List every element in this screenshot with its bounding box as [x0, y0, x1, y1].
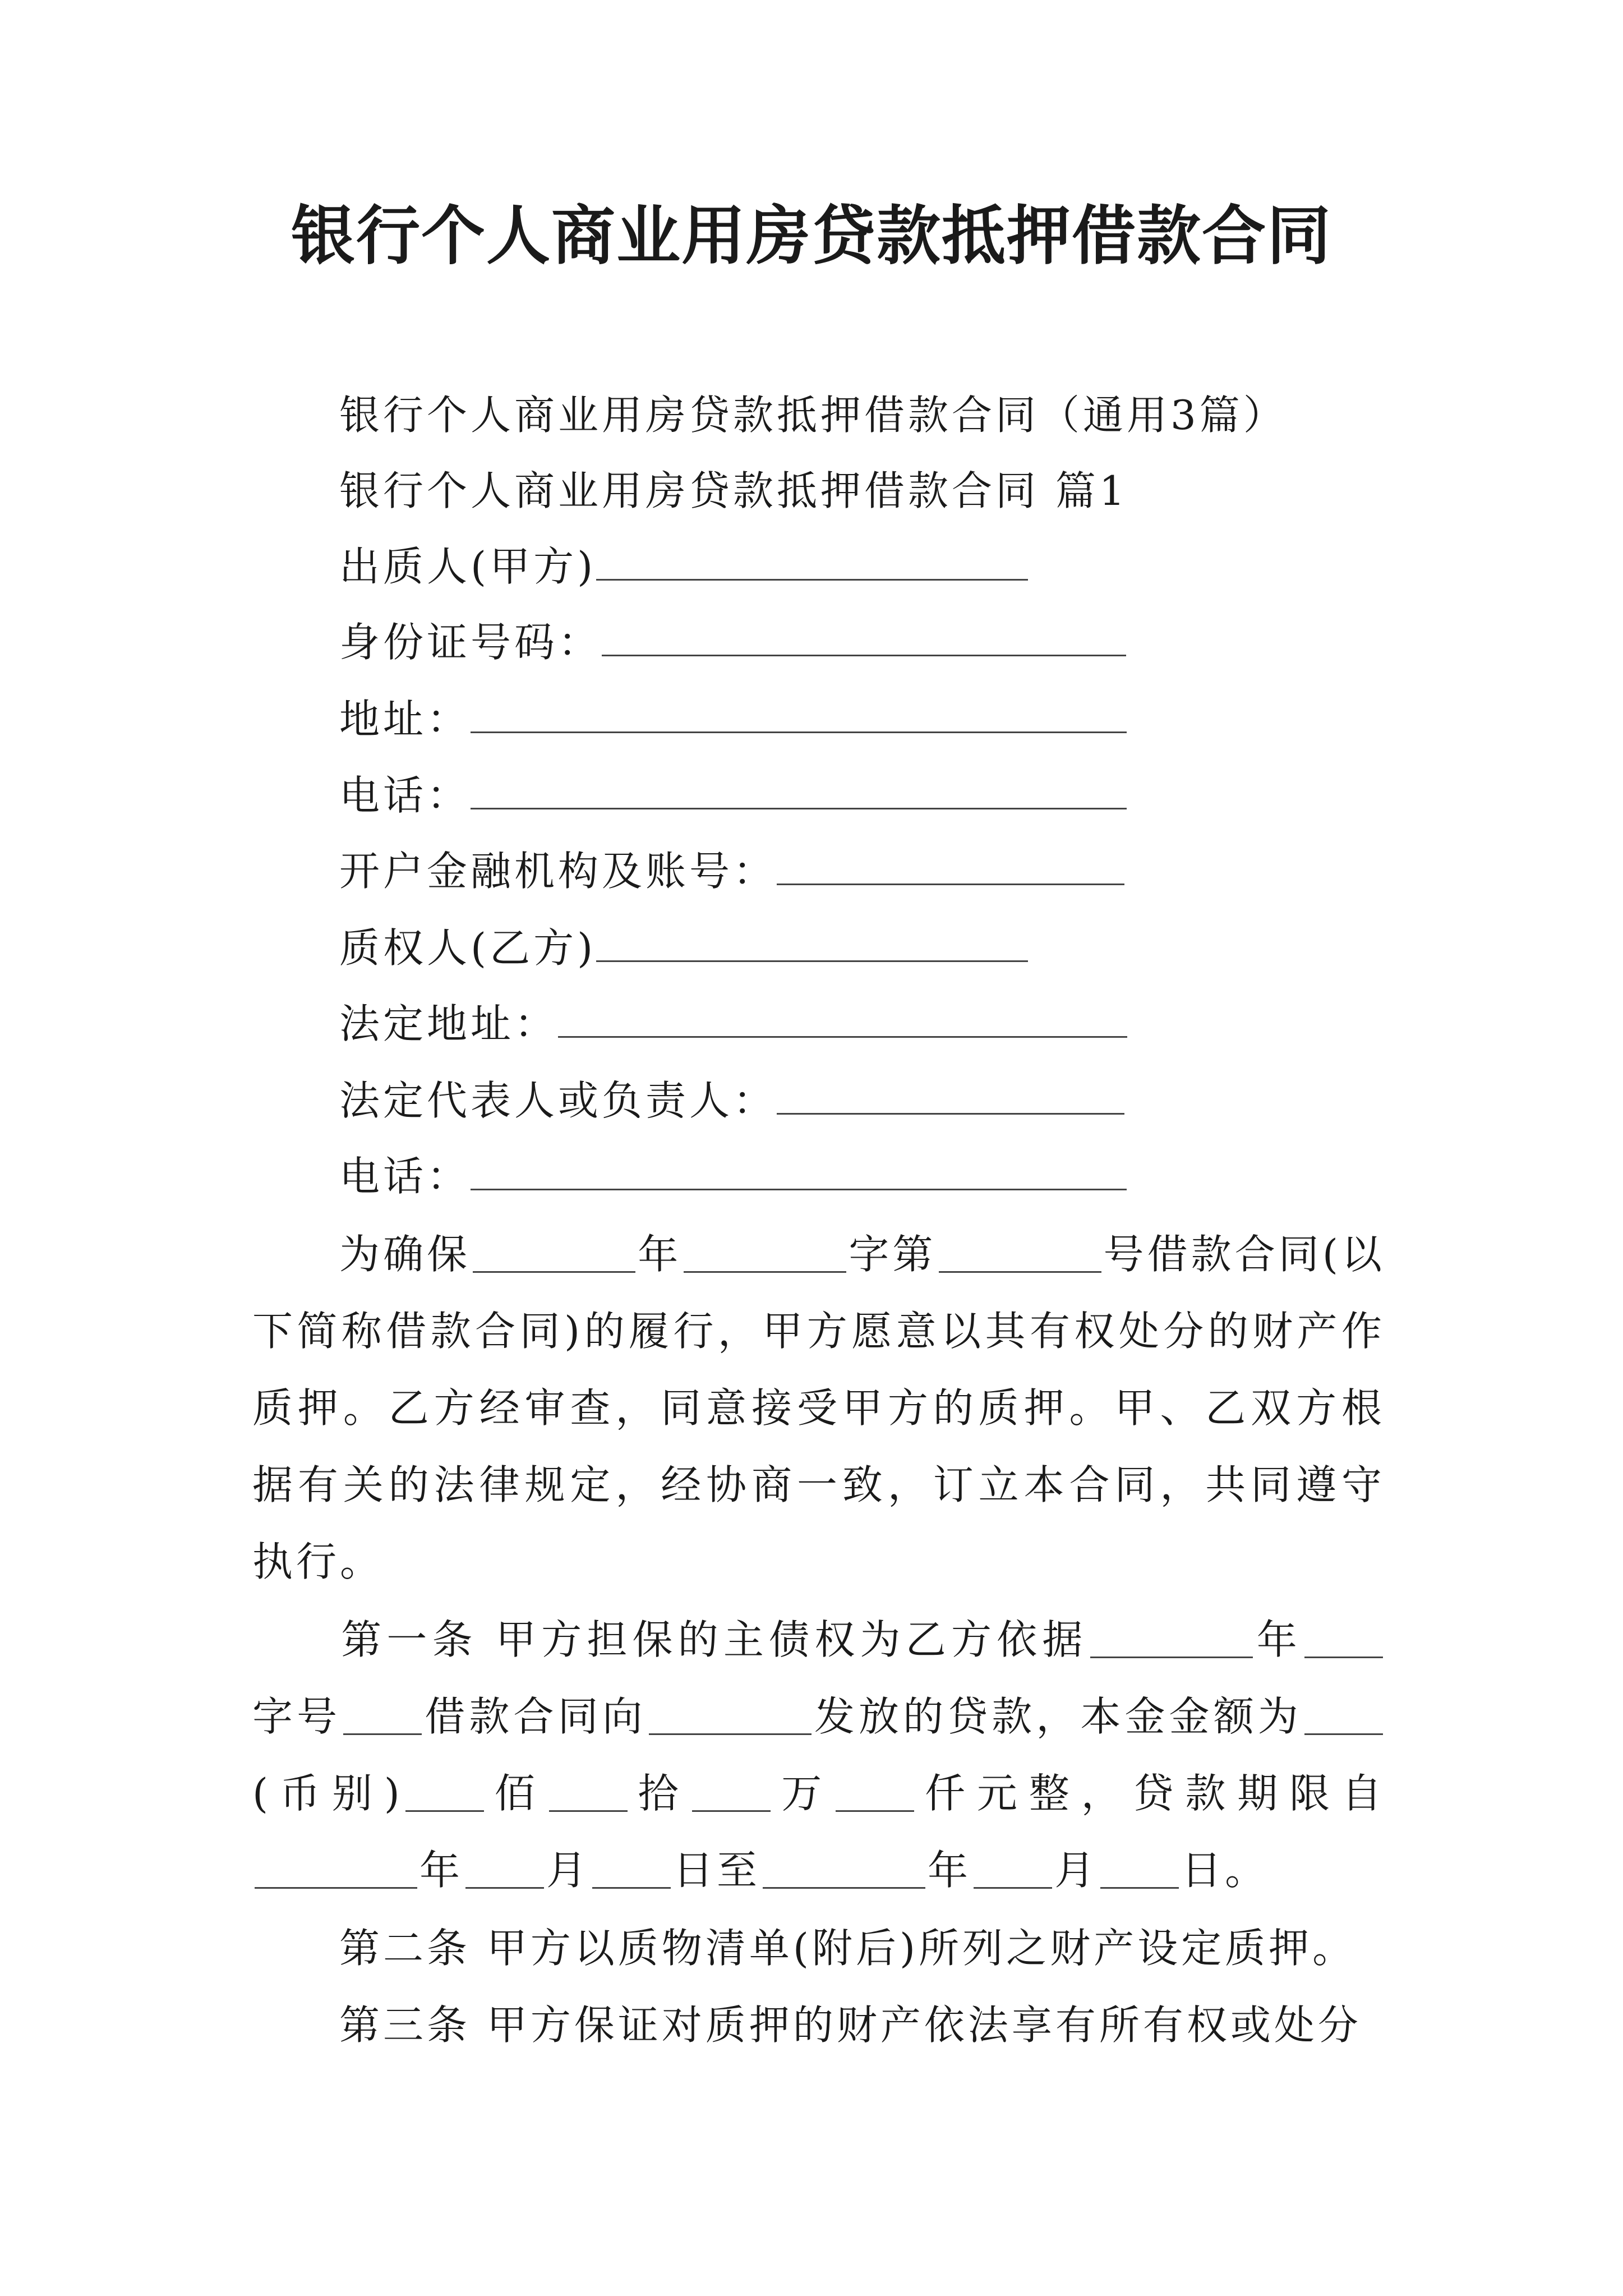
article-1: 第一条 甲方担保的主债权为乙方依据 年字号 借款合同向 发放的贷款，本金金额为(币别) 佰 拾 万 仟元整，贷款期限自年 月 日至 年 月 日。	[252, 1616, 1385, 1894]
field-legal-address	[339, 996, 1127, 1052]
field-pledgor	[339, 539, 1028, 595]
fill-blank	[602, 614, 1126, 656]
fill-blank	[549, 1771, 628, 1812]
fill-blank	[777, 1073, 1124, 1115]
fill-blank	[343, 1694, 422, 1735]
fill-blank	[1304, 1617, 1383, 1658]
fill-blank	[558, 996, 1127, 1038]
fill-blank	[939, 1232, 1101, 1273]
fill-blank	[836, 1771, 914, 1812]
fill-blank	[465, 1848, 544, 1889]
field-label: 法定代表人或负责人：	[339, 1077, 777, 1124]
document-title: 银行个人商业用房贷款抵押借款合同	[291, 198, 1332, 273]
fill-blank	[405, 1771, 484, 1812]
fill-blank	[596, 920, 1028, 962]
fill-blank	[974, 1848, 1052, 1889]
fill-blank	[471, 691, 1127, 733]
fill-blank	[763, 1848, 925, 1889]
field-label: 开户金融机构及账号：	[339, 848, 777, 895]
field-label: 质权人(乙方)	[339, 924, 597, 972]
field-id-number	[339, 614, 1126, 670]
field-bank-account	[339, 843, 1124, 899]
fill-blank	[684, 1232, 846, 1273]
fill-blank	[471, 767, 1127, 809]
field-pledgee	[339, 920, 1028, 976]
field-label: 电话：	[339, 1153, 471, 1200]
fill-blank	[777, 843, 1124, 885]
article-3: 第三条 甲方保证对质押的财产依法享有所有权或处分	[339, 2001, 1362, 2049]
fill-blank	[1100, 1848, 1179, 1889]
field-legal-rep	[339, 1073, 1124, 1129]
fill-blank	[692, 1771, 771, 1812]
field-phone-2	[339, 1148, 1127, 1204]
article-2: 第二条 甲方以质物清单(附后)所列之财产设定质押。	[339, 1925, 1357, 1972]
field-label: 地址：	[339, 696, 471, 743]
field-label: 法定地址：	[339, 1000, 559, 1047]
fill-blank	[596, 539, 1028, 581]
field-label: 出质人(甲方)	[339, 543, 597, 590]
document-subtitle: 银行个人商业用房贷款抵押借款合同（通用3篇）	[339, 392, 1287, 439]
field-label: 电话：	[339, 772, 471, 819]
fill-blank	[649, 1694, 811, 1735]
fill-blank	[473, 1232, 635, 1273]
field-label: 身份证号码：	[339, 619, 602, 666]
section-heading: 银行个人商业用房贷款抵押借款合同 篇1	[339, 467, 1128, 514]
fill-blank	[1090, 1617, 1253, 1658]
fill-blank	[1304, 1694, 1383, 1735]
paragraph-intro: 为确保 年 字第 号借款合同(以下简称借款合同)的履行，甲方愿意以其有权处分的财产作质押。乙方经审查，同意接受甲方的质押。甲、乙双方根据有关的法律规定，经协商一致，订立本合同，共同遵守执行。	[252, 1231, 1385, 1585]
fill-blank	[255, 1848, 417, 1889]
field-address	[339, 691, 1127, 747]
fill-blank	[592, 1848, 671, 1889]
fill-blank	[471, 1148, 1127, 1190]
field-phone	[339, 767, 1127, 823]
